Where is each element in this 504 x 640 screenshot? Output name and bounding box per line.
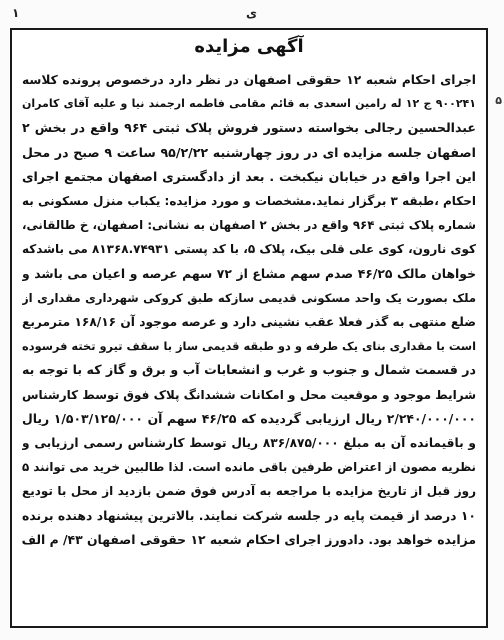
notice-body [22, 68, 476, 618]
corner-mark-center: ی [246, 6, 257, 20]
corner-mark-left: ۱ [12, 6, 20, 20]
notice-line: ضلع منتهی به گذر فعلا عقب نشینی دارد و عرصه موجود آن ۱۶۸/۱۶ مترمربع [22, 315, 476, 330]
notice-line: عبدالحسین رجالی بخواسته دستور فروش پلاک ثبتی ۹۶۴ واقع در بخش ۲ [22, 120, 476, 136]
notice-line: ۱۰ درصد از قیمت پایه در جلسه شرکت نمایند. بالاترین پیشنهاد دهنده برنده [22, 507, 476, 523]
notice-line: است با مقداری بنای یک طرفه و دو طبقه قدیمی ساز با سقف تیرو تخته فرسوده [22, 339, 476, 354]
notice-line: مزایده خواهد بود. دادورز اجرای احکام شعبه ۱۲ حقوقی اصفهان ۴۳/ م الف [22, 531, 476, 547]
notice-line: در قسمت شمال و جنوب و غرب و انشعابات آب و برق و گاز که با توجه به [22, 362, 476, 378]
notice-line: خواهان مالک ۴۶/۲۵ صدم سهم مشاع از ۷۲ سهم عرصه و اعیان می باشد و [22, 265, 476, 281]
notice-line: کوی نارون، کوی علی قلی بیک، پلاک ۵، با کد پستی ۸۱۳۶۸.۷۴۹۳۱ می باشدکه [22, 242, 476, 257]
notice-line: اجرای احکام شعبه ۱۲ حقوقی اصفهان در نظر دارد درخصوص پرونده کلاسه [22, 73, 476, 87]
notice-line: نظریه مصون از اعتراض طرفین باقی مانده است. لذا طالبین خرید می توانند ۵ [22, 460, 476, 475]
notice-line: ملک بصورت یک واحد مسکونی قدیمی سازکه طبق کروکی شهرداری مقداری از [22, 290, 476, 305]
notice-line: ۲/۲۴۰/۰۰۰/۰۰۰ ریال ارزیابی گردیده که ۴۶/۲۵ سهم آن ۱/۵۰۳/۱۲۵/۰۰۰ ریال [22, 410, 476, 426]
notice-line: و باقیمانده آن به مبلغ ۸۳۶/۸۷۵/۰۰۰ ریال توسط کارشناس رسمی ارزیابی و [22, 436, 476, 451]
notice-line: شرایط موجود و موقعیت محل و امکانات ششدانگ پلاک فوق توسط کارشناس [22, 387, 476, 402]
auction-notice-box [10, 28, 488, 628]
notice-line: شماره پلاک ثبتی ۹۶۴ واقع در بخش ۲ اصفهان به نشانی: اصفهان، خ طالقانی، [22, 218, 476, 233]
notice-line: ۹۰۰۲۴۱ ج ۱۲ له رامین اسعدی به قائم مقامی فاطمه ارجمند نیا و علیه آقای کامران [22, 97, 476, 111]
margin-mark-right: ۵ [495, 94, 502, 107]
notice-line: اصفهان جلسه مزایده ای در روز چهارشنبه ۹۵/۲/۲۲ ساعت ۹ صبح در محل [22, 144, 476, 160]
notice-line: احکام ،طبقه ۳ برگزار نماید.مشخصات و مورد مزایده: یکباب منزل مسکونی به [22, 194, 476, 209]
notice-title: آگهی مزایده [194, 36, 304, 57]
notice-line: روز قبل از تاریخ مزایده با مراجعه به آدرس فوق ضمن بازدید از محل با تودیع [22, 484, 476, 499]
notice-line: این اجرا واقع در خیابان نیکبخت . بعد از دادگستری اصفهان مجتمع اجرای [22, 168, 476, 184]
